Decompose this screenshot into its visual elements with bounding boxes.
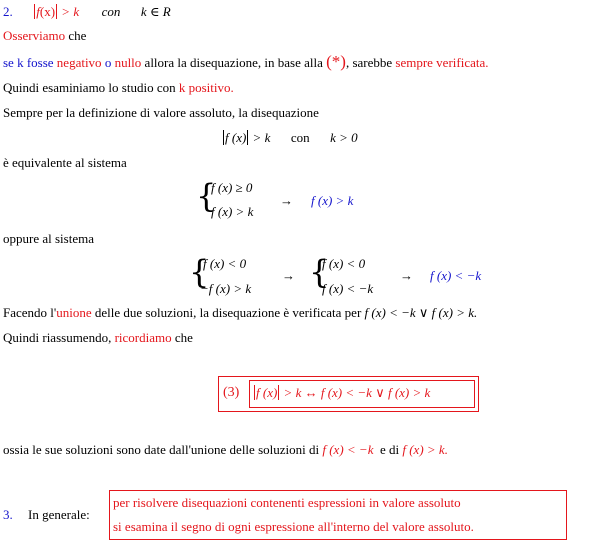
item2-k-in-r: k ∈ R (140, 4, 171, 19)
system2-line4: f (x) < −k (322, 281, 374, 296)
para-k-positivo (3, 80, 234, 96)
eq-main-con: con (290, 130, 310, 145)
se-k-fosse: se k fosse (3, 55, 54, 70)
rule3-bar-left (254, 385, 255, 400)
eq-main-k-gt-0: k > 0 (330, 130, 358, 145)
unione-rest: delle due soluzioni, la disequazione è verificata per (91, 305, 365, 320)
item2-heading (3, 4, 171, 20)
eq-main-bar-left (223, 130, 224, 145)
osserviamo-word: Osserviamo (3, 28, 66, 43)
osserviamo-che: che (65, 28, 87, 43)
system2-arrow2: → (400, 268, 413, 283)
system1-line2: f (x) > k (211, 204, 254, 219)
para-ossia (3, 442, 448, 458)
item3-in-generale: In generale: (28, 507, 90, 522)
rule3-formula-wrap (253, 385, 430, 401)
abs-bar-right (56, 4, 57, 19)
item2-con: con (101, 4, 121, 19)
allora-text: allora la disequazione, in base alla (141, 55, 327, 70)
system2-line1: f (x) < 0 (203, 256, 247, 271)
system1-arrow: → (280, 193, 293, 208)
system2-result: f (x) < −k (430, 268, 482, 283)
item2-f: f (36, 4, 40, 19)
eq-main-gt-k: > k (252, 130, 271, 145)
riassumendo-che: che (171, 330, 193, 345)
para-riassumendo (3, 330, 193, 346)
rule3-fx: f (x) (256, 385, 278, 400)
ossia-e-di: e di (373, 442, 403, 457)
negativo-word: negativo (56, 55, 102, 70)
system1-line1: f (x) ≥ 0 (211, 180, 253, 195)
para-oppure: oppure al sistema (3, 231, 94, 246)
item2-x-paren: (x) (39, 4, 56, 19)
ossia-text: ossia le sue soluzioni sono date dall'unione delle soluzioni di (3, 442, 323, 457)
o-word: o (101, 55, 115, 70)
eq-main-bar-right (247, 130, 248, 145)
item2-abs-expr (33, 4, 82, 19)
system1-result: f (x) > k (311, 193, 354, 208)
facendo-text: Facendo l' (3, 305, 57, 320)
para-osserviamo (3, 28, 86, 44)
sarebbe-text: , sarebbe (345, 55, 396, 70)
item3-line2: si esamina il segno di ogni espressione all'interno del valore assoluto. (113, 519, 474, 534)
system2-line2: −f (x) > k (200, 281, 252, 296)
item2-gt-k: > k (61, 4, 80, 19)
ref-star: (*) (326, 52, 346, 71)
system2-line3: f (x) < 0 (322, 256, 366, 271)
system2-arrow1: → (282, 268, 295, 283)
rule3-bar-right (278, 385, 279, 400)
unione-word: unione (56, 305, 92, 320)
para-definizione: Sempre per la definizione di valore assoluto, la disequazione (3, 105, 319, 120)
ossia-sol2: f (x) > k. (402, 442, 448, 457)
ricordiamo-word: ricordiamo (114, 330, 172, 345)
rule3-formula: > k ↔ f (x) < −k ∨ f (x) > k (283, 385, 431, 400)
item3-line1: per risolvere disequazioni contenenti espressioni in valore assoluto (113, 495, 461, 510)
riassumendo-text: Quindi riassumendo, (3, 330, 115, 345)
eq-main-fx: f (x) (225, 130, 247, 145)
nullo-word: nullo (114, 55, 142, 70)
k-positivo: k positivo. (178, 80, 234, 95)
para-unione (3, 305, 477, 321)
para-equivalente: è equivalente al sistema (3, 155, 127, 170)
sempre-verificata: sempre verificata. (395, 55, 489, 70)
unione-formula: f (x) < −k ∨ f (x) > k. (364, 305, 478, 320)
item2-number: 2. (3, 4, 13, 19)
quindi-esaminiamo: Quindi esaminiamo lo studio con (3, 80, 179, 95)
system1-brace: { (196, 177, 217, 215)
rule3-label: (3) (223, 385, 240, 400)
system2-brace-right: { (309, 253, 330, 291)
ossia-sol1: f (x) < −k (322, 442, 374, 457)
system2-brace-left: { (189, 253, 210, 291)
item3-number: 3. (3, 507, 13, 522)
eq-main (222, 130, 358, 146)
para-k-negative (3, 54, 489, 71)
